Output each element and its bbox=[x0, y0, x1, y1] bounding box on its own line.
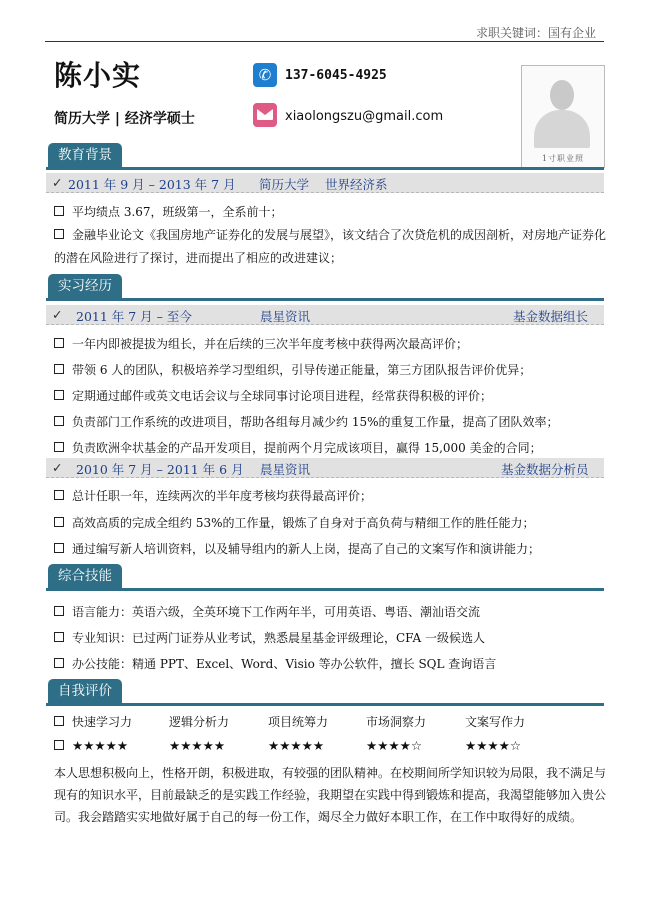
ability-name: 文案写作力 bbox=[465, 715, 526, 729]
checkbox-icon bbox=[54, 364, 64, 374]
checkbox-icon bbox=[54, 740, 64, 750]
job-period: 2010 年 7 月 – 2011 年 6 月 bbox=[76, 462, 244, 477]
checkbox-icon bbox=[54, 632, 64, 642]
school-name: 简历大学 bbox=[259, 177, 310, 192]
checkbox-icon bbox=[54, 716, 64, 726]
list-item: 专业知识：已过两门证券从业考试，熟悉晨星基金评级理论，CFA 一级候选人 bbox=[54, 629, 485, 646]
check-icon: ✓ bbox=[52, 175, 63, 190]
checkbox-icon bbox=[54, 490, 64, 500]
mail-icon bbox=[253, 103, 277, 127]
section-rule bbox=[46, 703, 604, 706]
checkbox-icon bbox=[54, 442, 64, 452]
ability-stars: ★★★★★ bbox=[169, 738, 226, 753]
checkbox-icon bbox=[54, 390, 64, 400]
checkbox-icon bbox=[54, 338, 64, 348]
list-item: 定期通过邮件或英文电话会议与全球同事讨论项目进程，经常获得积极的评价； bbox=[54, 387, 492, 404]
job-role: 基金数据分析员 bbox=[501, 462, 589, 477]
check-icon: ✓ bbox=[52, 460, 63, 475]
job-role: 基金数据组长 bbox=[513, 309, 589, 324]
list-item: 办公技能：精通 PPT、Excel、Word、Visio 等办公软件，擅长 SQL 查询语言 bbox=[54, 655, 496, 672]
job-band bbox=[46, 305, 604, 325]
section-rule bbox=[46, 298, 604, 301]
email-address: xiaolongszu@gmail.com bbox=[285, 109, 444, 124]
avatar-head-shape bbox=[550, 80, 574, 110]
ability-name: 项目统筹力 bbox=[268, 715, 329, 729]
list-item: 负责欧洲伞状基金的产品开发项目，提前两个月完成该项目，赢得 15,000 美金的合同； bbox=[54, 439, 542, 456]
section-rule bbox=[46, 167, 604, 170]
job-period: 2011 年 7 月 – 至今 bbox=[76, 309, 192, 324]
phone-icon: ✆ bbox=[253, 63, 277, 87]
checkbox-icon bbox=[54, 658, 64, 668]
ability-stars: ★★★★☆ bbox=[366, 738, 423, 753]
checkbox-icon bbox=[54, 606, 64, 616]
section-title-skills: 综合技能 bbox=[48, 564, 122, 588]
job-keyword: 求职关键词：国有企业 bbox=[475, 26, 596, 40]
company-name: 晨星资讯 bbox=[260, 309, 311, 324]
candidate-name: 陈小实 bbox=[54, 59, 142, 92]
check-icon: ✓ bbox=[52, 307, 63, 322]
major-name: 世界经济系 bbox=[325, 177, 388, 192]
company-name: 晨星资讯 bbox=[260, 462, 311, 477]
checkbox-icon bbox=[54, 206, 64, 216]
ability-stars: ★★★★☆ bbox=[465, 738, 522, 753]
ability-stars: ★★★★★ bbox=[268, 738, 325, 753]
ability-name: 逻辑分析力 bbox=[169, 715, 230, 729]
header-divider bbox=[45, 41, 604, 42]
education-summary: 简历大学 | 经济学硕士 bbox=[54, 111, 195, 127]
checkbox-icon bbox=[54, 543, 64, 553]
section-rule bbox=[46, 588, 604, 591]
list-item: 一年内即被提拔为组长，并在后续的三次半年度考核中获得两次最高评价； bbox=[54, 335, 468, 352]
self-evaluation-paragraph: 本人思想积极向上，性格开朗，积极进取，有较强的团队精神。在校期间所学知识较为局限，我不满足与现有的知识水平，目前最缺乏的是实践工作经验，我期望在实践中得到锻炼和提高，我渴望能够加入贵公司。我会踏踏实实地做好属于自己的每一份工作，竭尽全力做好本职工作，在工作中取得好的成绩。 bbox=[54, 766, 607, 824]
education-period: 2011 年 9 月 – 2013 年 7 月 bbox=[68, 177, 236, 192]
section-title-education: 教育背景 bbox=[48, 143, 122, 167]
ability-stars: ★★★★★ bbox=[54, 738, 128, 753]
photo-caption: 1寸职业照 bbox=[541, 154, 585, 163]
list-item: 负责部门工作系统的改进项目，帮助各组每月减少约 15%的重复工作量，提高了团队效率； bbox=[54, 413, 559, 430]
avatar-body-shape bbox=[534, 110, 590, 148]
education-band bbox=[46, 173, 604, 193]
job-band bbox=[46, 458, 604, 478]
checkbox-icon bbox=[54, 517, 64, 527]
ability-name: 市场洞察力 bbox=[366, 715, 427, 729]
list-item: 金融毕业论文《我国房地产证券化的发展与展望》，该文结合了次贷危机的成因剖析，对房地产证券化的潜在风险进行了探讨，进而提出了相应的改进建议； bbox=[54, 228, 607, 265]
profile-photo-placeholder bbox=[521, 65, 605, 168]
checkbox-icon bbox=[54, 416, 64, 426]
phone-number: 137-6045-4925 bbox=[285, 68, 387, 83]
section-title-experience: 实习经历 bbox=[48, 274, 122, 298]
ability-name: 快速学习力 bbox=[54, 713, 132, 730]
checkbox-icon bbox=[54, 229, 64, 239]
list-item: 高效高质的完成全组约 53%的工作量，锻炼了自身对于高负荷与精细工作的胜任能力； bbox=[54, 514, 535, 531]
list-item: 平均绩点 3.67，班级第一，全系前十； bbox=[54, 203, 283, 220]
list-item: 总计任职一年，连续两次的半年度考核均获得最高评价； bbox=[54, 487, 372, 504]
list-item: 通过编写新人培训资料，以及辅导组内的新人上岗，提高了自己的文案写作和演讲能力； bbox=[54, 540, 540, 557]
section-title-self: 自我评价 bbox=[48, 679, 122, 703]
list-item: 带领 6 人的团队，积极培养学习型组织，引导传递正能量，第三方团队报告评价优异； bbox=[54, 361, 531, 378]
list-item: 语言能力：英语六级，全英环境下工作两年半，可用英语、粤语、潮汕语交流 bbox=[54, 603, 480, 620]
